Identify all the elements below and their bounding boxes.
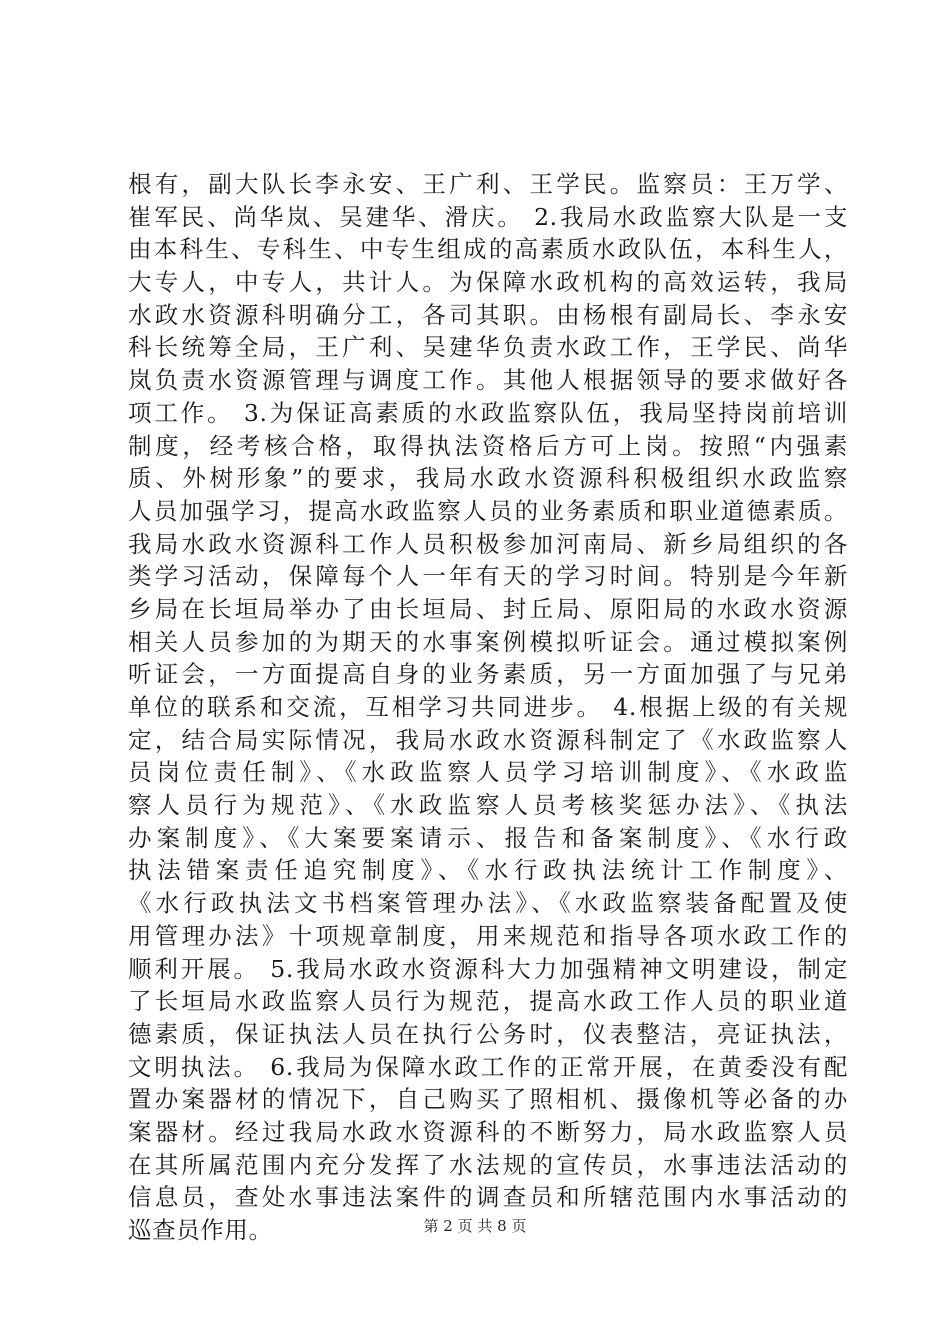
text-line: 我局水政水资源科工作人员积极参加河南局、新乡局组织的各 — [128, 529, 848, 558]
text-line: 由本科生、专科生、中专生组成的高素质水政队伍，本科生人， — [128, 235, 848, 264]
text-line: 定，结合局实际情况，我局水政水资源科制定了《水政监察人 — [128, 725, 848, 754]
text-line: 岚负责水资源管理与调度工作。其他人根据领导的要求做好各 — [128, 366, 848, 395]
text-line: 单位的联系和交流，互相学习共同进步。 4.根据上级的有关规 — [128, 693, 848, 721]
text-line: 乡局在长垣局举办了由长垣局、封丘局、原阳局的水政水资源 — [128, 594, 848, 623]
text-line: 用管理办法》十项规章制度，用来规范和指导各项水政工作的 — [128, 921, 848, 950]
text-line: 信息员，查处水事违法案件的调查员和所辖范围内水事活动的 — [128, 1183, 848, 1212]
text-line: 水政水资源科明确分工，各司其职。由杨根有副局长、李永安 — [128, 300, 848, 329]
text-line: 察人员行为规范》、《水政监察人员考核奖惩办法》、《执法 — [128, 791, 848, 820]
text-line: 执法错案责任追究制度》、《水行政执法统计工作制度》、 — [128, 856, 848, 885]
text-line: 相关人员参加的为期天的水事案例模拟听证会。通过模拟案例 — [128, 627, 848, 656]
text-line: 根有，副大队长李永安、王广利、王学民。监察员：王万学、 — [128, 170, 848, 198]
text-line: 人员加强学习，提高水政监察人员的业务素质和职业道德素质。 — [128, 496, 848, 525]
text-line: 科长统筹全局，王广利、吴建华负责水政工作，王学民、尚华 — [128, 333, 848, 362]
text-line: 员岗位责任制》、《水政监察人员学习培训制度》、《水政监 — [128, 758, 848, 787]
text-line: 巡查员作用。 — [128, 1216, 273, 1244]
text-line: 类学习活动，保障每个人一年有天的学习时间。特别是今年新 — [128, 562, 848, 591]
page-number-footer: 第 2 页 共 8 页 — [423, 1217, 527, 1235]
text-line: 听证会，一方面提高自身的业务素质，另一方面加强了与兄弟 — [128, 660, 848, 689]
body-text — [128, 168, 848, 1247]
text-line: 崔军民、尚华岚、吴建华、滑庆。 2.我局水政监察大队是一支 — [128, 202, 848, 231]
text-line: 质、外树形象”的要求，我局水政水资源科积极组织水政监察 — [128, 464, 848, 493]
text-line: 项工作。 3.为保证高素质的水政监察队伍，我局坚持岗前培训 — [128, 398, 848, 427]
text-line: 了长垣局水政监察人员行为规范，提高水政工作人员的职业道 — [128, 987, 848, 1016]
text-line: 置办案器材的情况下，自己购买了照相机、摄像机等必备的办 — [128, 1085, 848, 1114]
text-line: 制度，经考核合格，取得执法资格后方可上岗。按照“内强素 — [128, 431, 848, 460]
text-line: 顺利开展。 5.我局水政水资源科大力加强精神文明建设，制定 — [128, 954, 848, 983]
text-line: 《水行政执法文书档案管理办法》、《水政监察装备配置及使 — [128, 889, 848, 918]
text-line: 案器材。经过我局水政水资源科的不断努力，局水政监察人员 — [128, 1117, 848, 1146]
text-line: 办案制度》、《大案要案请示、报告和备案制度》、《水行政 — [128, 823, 848, 852]
text-line: 德素质，保证执法人员在执行公务时，仪表整洁，亮证执法， — [128, 1019, 848, 1048]
text-line: 大专人，中专人，共计人。为保障水政机构的高效运转，我局 — [128, 268, 848, 297]
text-line: 文明执法。 6.我局为保障水政工作的正常开展，在黄委没有配 — [128, 1052, 848, 1081]
text-line: 在其所属范围内充分发挥了水法规的宣传员，水事违法活动的 — [128, 1150, 848, 1179]
